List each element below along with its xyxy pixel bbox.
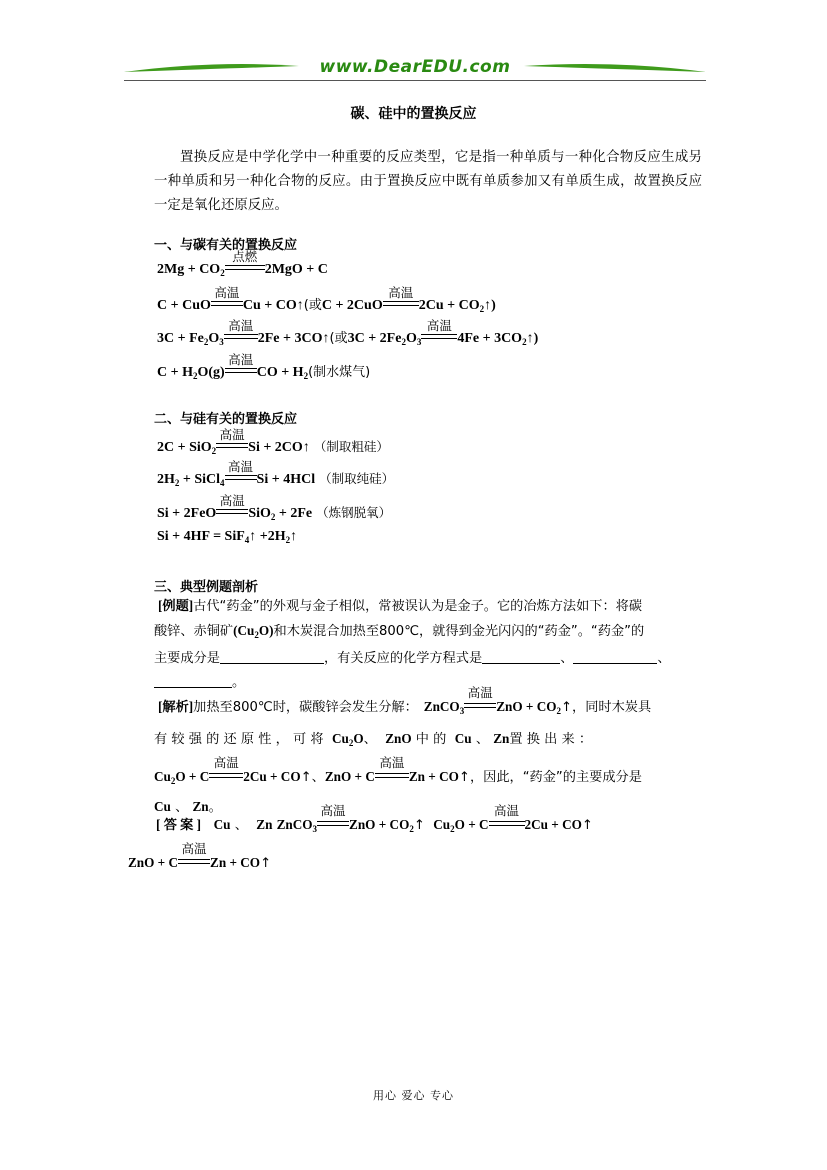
- intro-paragraph: 置换反应是中学化学中一种重要的反应类型，它是指一种单质与一种化合物反应生成另一种单质和另一种化合物的反应。由于置换反应中既有单质参加又有单质生成，故置换反应一定是氧化还原反应。: [154, 150, 702, 213]
- equation-si-hf: Si + 4HF = SiF$_4$↑ $+2H_2↑$: [157, 529, 298, 545]
- answer-blank-3[interactable]: [573, 649, 657, 664]
- page-footer: 用心 爱心 专心: [373, 1089, 454, 1102]
- header-banner: [124, 56, 706, 82]
- equation-h2-sicl4: $2H_2$ + SiCl$_4$ 高温 Si + 4HCl （制取纯硅）: [157, 459, 395, 488]
- section-heading-examples: 三、典型例题剖析: [154, 580, 259, 595]
- answer-blank-1[interactable]: [220, 649, 324, 664]
- section-heading-silicon: 二、与硅有关的置换反应: [154, 412, 298, 427]
- answer-blank-4[interactable]: [154, 673, 232, 688]
- equation-si-feo: Si + 2FeO 高温 SiO$_2$ + 2Fe （炼钢脱氧）: [157, 493, 392, 522]
- analysis-block: [解析]加热至800℃时，碳酸锌会发生分解： ZnCO$_3$ 高温 ZnO + $CO_2↑$，同时木炭具 有 较 强 的 还 原 性 ， 可 将 $Cu_2O$、 ZnO 中 的 Cu 、 Zn置 换 出 来 ： $Cu_2O + C$ 高温 2Cu + CO↑、ZnO + C 高温 Zn + CO↑，因此，“药金”的主要成分是 Cu 、 Zn。: [154, 685, 652, 815]
- site-logo-text[interactable]: www.DearEDU.com: [319, 57, 511, 77]
- section-heading-carbon: 一、与碳有关的置换反应: [154, 238, 298, 253]
- equation-c-cuo: C + CuO 高温 Cu + CO↑(或C + 2CuO 高温 $2Cu + CO_2↑$): [157, 285, 496, 314]
- equation-c-h2o: $C + H_2O(g)$ 高温 CO + $H_2$(制水煤气): [157, 352, 371, 381]
- header-rule: [124, 80, 706, 81]
- equation-mg-co2: $2Mg + CO_2$ 点燃 2MgO + C: [157, 249, 328, 278]
- answer-block: [ 答 案 ] Cu 、 Zn ZnCO$_3$ 高温 ZnO + $CO_2↑$ $Cu_2O + C$ 高温 2Cu + CO↑ ZnO + C 高温 Zn + CO↑: [128, 803, 593, 871]
- equation-c-sio2: 2C + SiO$_2$ 高温 Si + 2CO↑ （制取粗硅）: [157, 427, 389, 456]
- page-title: 碳、硅中的置换反应: [350, 106, 477, 122]
- equation-c-fe2o3: $3C + Fe_2O_3$ 高温 2Fe + 3CO↑(或$3C + 2Fe_2O_3$ 高温 $4Fe + 3CO_2↑$): [157, 318, 539, 347]
- answer-blank-2[interactable]: [482, 649, 560, 664]
- example-block: [例题]古代“药金”的外观与金子相似，常被误认为是金子。它的冶炼方法如下：将碳 酸锌、赤铜矿$(Cu_2O)$和木炭混合加热至800℃，就得到金光闪闪的“药金”。“药金”的 主要成分是 ，有关反应的化学方程式是 、 、 。: [154, 598, 671, 690]
